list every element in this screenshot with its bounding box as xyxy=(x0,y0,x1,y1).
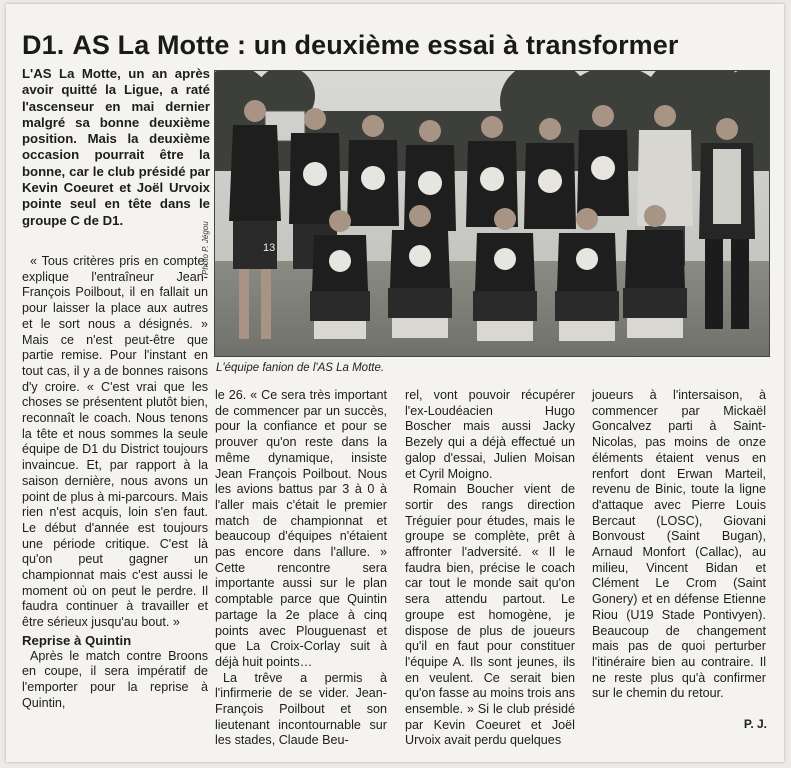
body-paragraph: Après le match contre Broons en coupe, il sera impératif de l'emporter pour la reprise à Quintin, xyxy=(22,648,208,710)
body-paragraph: rel, vont pouvoir récupérer l'ex-Loudéacien Hugo Boscher mais aussi Jacky Bezely qui a déjà effectué un galop d'essai, Julien Moisan et Cyril Moigno. xyxy=(405,388,575,481)
body-paragraph: le 26. « Ce sera très important de commencer par un succès, pour la confiance et pour se prouver qu'on reste dans la même dynamique, insiste Jean François Poilbout. Nous les avions battus par 3 à 0 à l'aller mais c'était le premier match de championnat et beaucoup d'équipes n'étaient pas encore dans l'allure. » Cette rencontre sera importante aussi sur le plan comptable parce que Quintin partage la 2e place à cinq points avec Plouguenast et que La Croix-Corlay suit à déjà huit points… xyxy=(215,388,387,669)
photo-credit: Photo P. Jégou xyxy=(201,221,210,275)
team-photo-drawing xyxy=(215,71,769,356)
column-3 xyxy=(405,388,575,749)
body-paragraph: « Tous critères pris en compte, explique l'entraîneur Jean-François Poilbout, il en fallait un pour laisser la place aux autres et le sort nous a désignés. » Mais ce n'est peut-être que partie remise. Pour l'instant en tout cas, il y a de bonnes raisons d'y croire. « C'est vrai que les choses se présentent plutôt bien, reconnaît le coach. Nous tenons la tête et nous sommes la seule équipe de D1 du District toujours invaincue. Et, par rapport à la saison dernière, nous avons un point de plus à mi-parcours. Mais rien n'est acquis, loin s'en faut. Le début d'année est toujours une période critique. C'est là qu'on peut gagner un championnat mais c'est aussi le moment où on peut le perdre. Il faudra continuer à travailler et être sérieux jusqu'au bout. » xyxy=(22,254,208,630)
photo-caption: L'équipe fanion de l'AS La Motte. xyxy=(216,362,385,374)
section-tag: D1. xyxy=(22,30,65,60)
bleed-through-text xyxy=(6,4,784,30)
column-2 xyxy=(215,388,387,749)
author-signature: P. J. xyxy=(743,717,767,731)
team-photo xyxy=(214,70,770,357)
headline-text: AS La Motte : un deuxième essai à transformer xyxy=(72,30,679,60)
body-paragraph: Romain Boucher vient de sortir des rangs direction Tréguier pour études, mais le groupe se complète, prêt à affronter l'adversité. « Il le faudra bien, précise le coach car tout le monde sait qu'on sera attendu partout. Le groupe est homogène, je dispose de plus de joueurs qu'il en faut pour constituer l'équipe A. Ils sont jeunes, ils en veulent. Ce serait bien qu'on fasse au moins trois ans ensemble. » Si le club présidé par Kevin Coeuret et Joël Urvoix avait perdu quelques xyxy=(405,482,575,748)
lead-paragraph: L'AS La Motte, un an après avoir quitté la Ligue, a raté l'ascenseur en mai dernier malgré sa bonne deuxième position. Mais la deuxième occasion pourrait être la bonne, car le club présidé par Kevin Coeuret et Joël Urvoix pointe seul en tête dans le groupe C de D1. xyxy=(22,66,210,228)
shirt-number: 13 xyxy=(263,242,276,254)
headline xyxy=(22,30,762,61)
subheading: Reprise à Quintin xyxy=(22,632,132,648)
body-paragraph: La trêve a permis à l'infirmerie de se vider. Jean-François Poilbout et son lieutenant incontournable sur les stades, Claude Beu- xyxy=(215,670,387,748)
column-4 xyxy=(592,388,766,702)
body-paragraph: joueurs à l'intersaison, à commencer par Mickaël Goncalvez parti à Saint-Nicolas, pas moins de onze éléments étaient venus en renfort dont Erwan Marteil, revenu de Binic, toute la ligne d'attaque avec Pierre Louis Bercaut (LOSC), Giovani Bonvoust (Saint Bugan), Arnaud Monfort (Callac), au milieu, Vincent Bidan et Clément Le Crom (Saint Gonery) et en défense Etienne Riou (U19 Stade Pontivyen). Beaucoup de changement mais pas de quoi perturber l'itinéraire bien au contraire. Il ne reste plus qu'à confirmer sur le chemin du retour. xyxy=(592,388,766,701)
column-1 xyxy=(22,254,208,711)
